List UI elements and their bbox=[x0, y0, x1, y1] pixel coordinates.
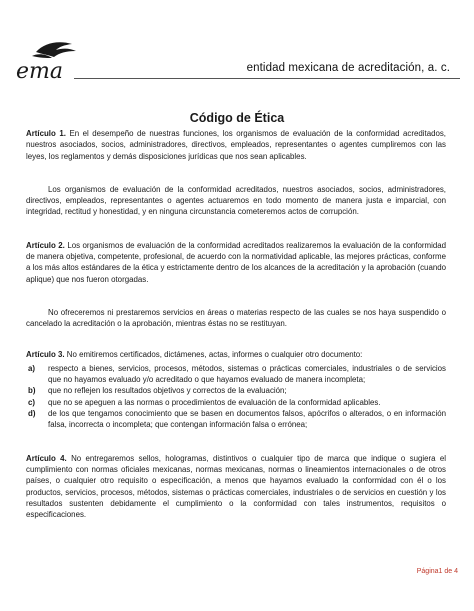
list-item-text: de los que tengamos conocimiento que se basen en documentos falsos, apócrifos o alterados, o en información falsa, incorrecta o incompleta; que contengan información falsa o errónea; bbox=[48, 409, 446, 430]
logo-wordmark: ema bbox=[16, 59, 63, 84]
article-2-label: Artículo 2. bbox=[26, 240, 65, 250]
list-item-letter: c) bbox=[28, 397, 36, 407]
list-item-text: que no se apeguen a las normas o procedimientos de evaluación de la conformidad aplicables. bbox=[48, 397, 381, 407]
article-4 bbox=[26, 453, 446, 521]
list-item bbox=[26, 363, 446, 386]
list-item-letter: d) bbox=[28, 409, 36, 419]
list-item-text: respecto a bienes, servicios, procesos, métodos, sistemas o prácticas comerciales, industriales o de servicios que no hayamos evaluado y/o acreditado o que hayamos evaluado de manera incompleta; bbox=[48, 363, 446, 385]
list-item-text: que no reflejen los resultados objetivos y correctos de la evaluación; bbox=[48, 386, 287, 396]
article-2-text: Los organismos de evaluación de la conformidad acreditados realizaremos la evaluación de la conformidad de manera objetiva, competente, profesional, de acuerdo con la normatividad aplicable, las mejores prácticas, conforme a los más altos estándares de la ética y estrictamente dentro de los alcances de la acreditación y la aprobación (cuando aplique) que nos fueron otorgadas. bbox=[26, 240, 446, 284]
list-item-letter: a) bbox=[28, 363, 36, 373]
letterhead bbox=[14, 40, 460, 90]
article-3 bbox=[26, 349, 446, 360]
article-1-label: Artículo 1. bbox=[26, 129, 66, 138]
article-1-text: En el desempeño de nuestras funciones, los organismos de evaluación de la conformidad acreditados, nuestros asociados, socios, administradores, directivos, empleados, representantes o agentes cumpliremos con las leyes, los reglamentos y demás disposiciones jurídicas que nos sean aplicables. bbox=[26, 129, 446, 161]
organization-name: entidad mexicana de acreditación, a. c. bbox=[246, 62, 450, 74]
document-body bbox=[26, 128, 446, 520]
page-number: Página1 de 4 bbox=[416, 568, 458, 575]
article-1-paragraph-2: Los organismos de evaluación de la conformidad acreditados, nuestros asociados, socios, administradores, directivos, empleados, representantes o agentes actuaremos en todo momento de manera justa e imparcial, con integridad, rectitud y honestidad, y en ninguna circunstancia cometeremos actos de corrupción. bbox=[26, 184, 446, 217]
list-item bbox=[26, 408, 446, 431]
article-2 bbox=[26, 240, 446, 285]
header-rule bbox=[74, 78, 460, 79]
list-item bbox=[26, 397, 446, 408]
article-4-label: Artículo 4. bbox=[26, 453, 67, 463]
list-item-letter: b) bbox=[28, 386, 36, 396]
article-3-list bbox=[26, 363, 446, 431]
document-title: Código de Ética bbox=[189, 111, 285, 125]
list-item bbox=[26, 385, 446, 396]
article-1 bbox=[26, 128, 446, 162]
article-4-text: No entregaremos sellos, hologramas, distintivos o cualquier tipo de marca que indique o sugiera el cumplimiento con normas oficiales mexicanas, normas mexicanas, normas o lineamientos internacionales o de otros países, o cualquier otro requisito o especificación, a menos que hayamos evaluado la conformidad con él o los productos, servicios, procesos, métodos, sistemas o prácticas comerciales, industriales o de servicios en cuestión y los resultados sustenten debidamente el cumplimiento o la conformidad con tales instrumentos, requisitos o especificaciones. bbox=[26, 453, 446, 520]
article-3-text: No emitiremos certificados, dictámenes, actas, informes o cualquier otro documento: bbox=[64, 349, 363, 359]
article-3-label: Artículo 3. bbox=[26, 349, 65, 359]
article-2-paragraph-2: No ofreceremos ni prestaremos servicios en áreas o materias respecto de las cuales se nos haya suspendido o cancelado la acreditación o la aprobación, mientras éstas no se restituyan. bbox=[26, 307, 446, 329]
